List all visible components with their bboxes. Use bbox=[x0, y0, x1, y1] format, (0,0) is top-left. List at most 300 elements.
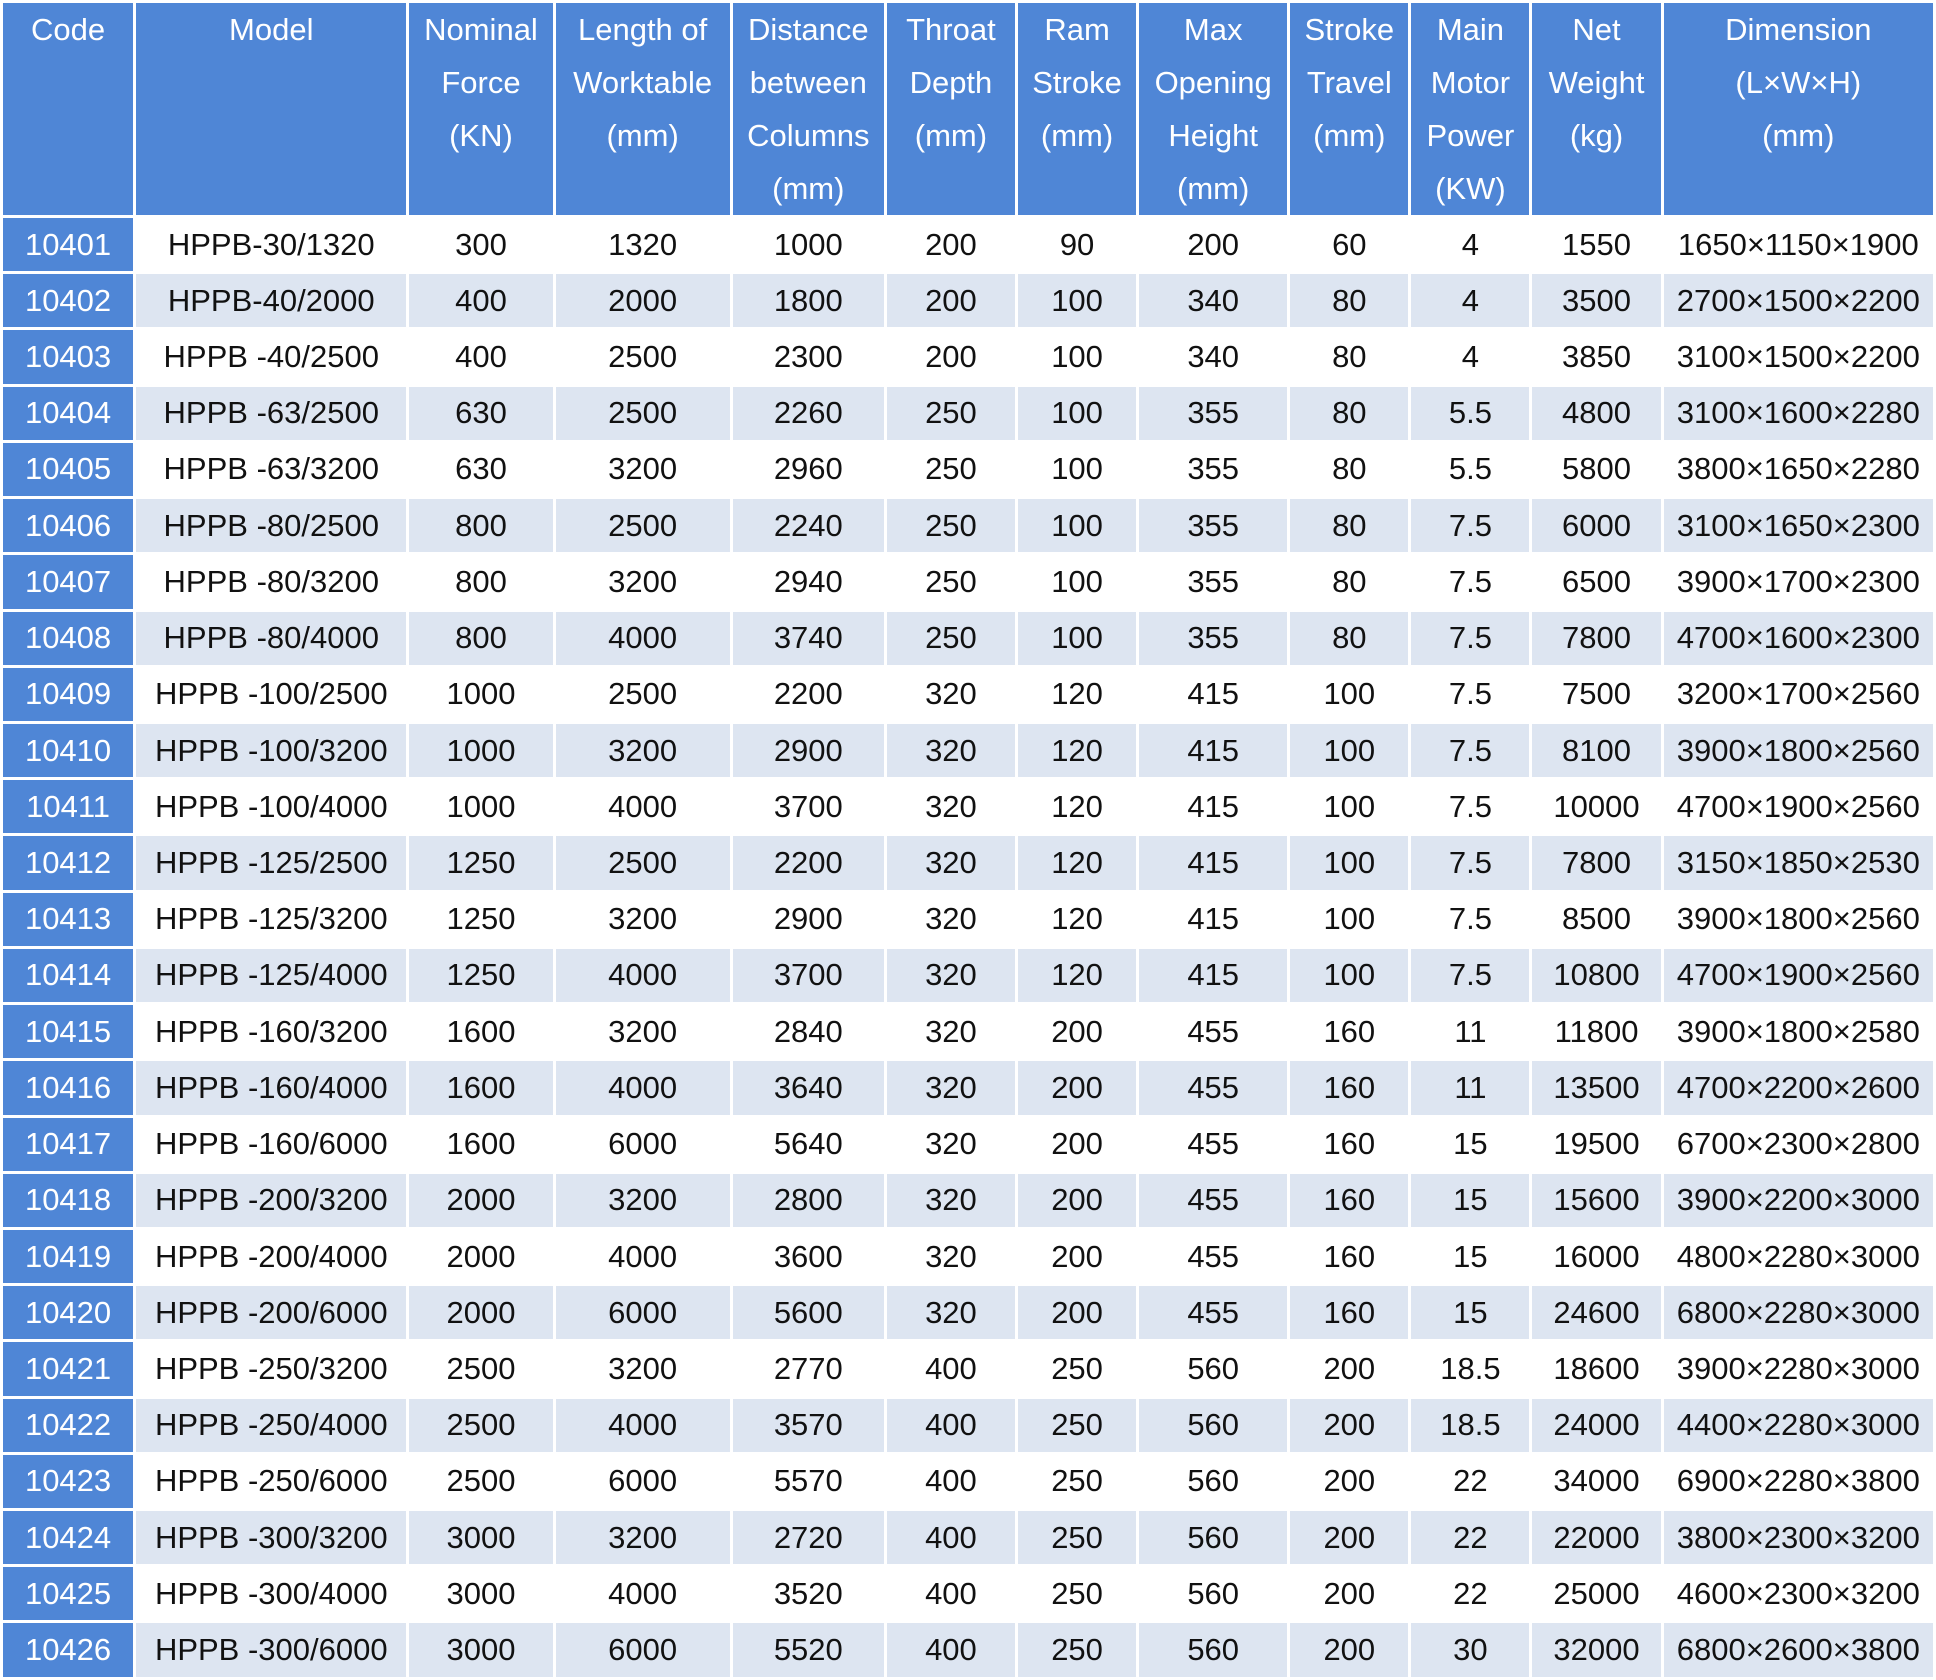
cell-model: HPPB -125/4000 bbox=[136, 949, 406, 1002]
cell-worktable-length: 3200 bbox=[556, 1174, 730, 1227]
cell-nominal-force: 2000 bbox=[409, 1286, 552, 1339]
cell-throat-depth: 320 bbox=[887, 893, 1015, 946]
table-row bbox=[3, 1005, 1933, 1058]
cell-code: 10402 bbox=[3, 274, 133, 327]
cell-model: HPPB -40/2500 bbox=[136, 330, 406, 383]
cell-dimension: 6900×2280×3800 bbox=[1664, 1455, 1933, 1508]
cell-stroke-travel: 200 bbox=[1290, 1623, 1408, 1677]
table-row bbox=[3, 1230, 1933, 1283]
cell-model: HPPB -63/3200 bbox=[136, 443, 406, 496]
cell-dimension: 6700×2300×2800 bbox=[1664, 1118, 1933, 1171]
table-row bbox=[3, 1455, 1933, 1508]
cell-column-distance: 2200 bbox=[733, 668, 884, 721]
header-column-distance bbox=[733, 3, 884, 215]
table-row bbox=[3, 218, 1933, 271]
cell-throat-depth: 200 bbox=[887, 330, 1015, 383]
cell-ram-stroke: 250 bbox=[1018, 1567, 1136, 1620]
cell-code: 10407 bbox=[3, 555, 133, 608]
cell-code: 10422 bbox=[3, 1399, 133, 1452]
cell-worktable-length: 4000 bbox=[556, 1230, 730, 1283]
table-row bbox=[3, 1061, 1933, 1114]
cell-column-distance: 1800 bbox=[733, 274, 884, 327]
cell-column-distance: 3740 bbox=[733, 612, 884, 665]
header-nominal-force-line: Force bbox=[441, 65, 521, 100]
cell-net-weight: 3850 bbox=[1532, 330, 1660, 383]
cell-ram-stroke: 100 bbox=[1018, 612, 1136, 665]
cell-stroke-travel: 100 bbox=[1290, 893, 1408, 946]
cell-nominal-force: 2500 bbox=[409, 1399, 552, 1452]
cell-net-weight: 7500 bbox=[1532, 668, 1660, 721]
cell-main-motor-power: 4 bbox=[1411, 274, 1529, 327]
cell-ram-stroke: 250 bbox=[1018, 1399, 1136, 1452]
cell-throat-depth: 400 bbox=[887, 1455, 1015, 1508]
cell-column-distance: 3520 bbox=[733, 1567, 884, 1620]
cell-main-motor-power: 11 bbox=[1411, 1005, 1529, 1058]
cell-net-weight: 18600 bbox=[1532, 1342, 1660, 1395]
cell-model: HPPB -300/6000 bbox=[136, 1623, 406, 1677]
cell-throat-depth: 320 bbox=[887, 836, 1015, 889]
cell-column-distance: 2900 bbox=[733, 724, 884, 777]
header-column-distance-line: (mm) bbox=[772, 171, 845, 206]
cell-stroke-travel: 100 bbox=[1290, 949, 1408, 1002]
header-stroke-travel-line: (mm) bbox=[1313, 118, 1386, 153]
cell-max-opening-height: 455 bbox=[1139, 1230, 1287, 1283]
cell-net-weight: 3500 bbox=[1532, 274, 1660, 327]
cell-code: 10416 bbox=[3, 1061, 133, 1114]
cell-code: 10411 bbox=[3, 780, 133, 833]
header-worktable-length-line: Worktable bbox=[573, 65, 713, 100]
cell-max-opening-height: 200 bbox=[1139, 218, 1287, 271]
cell-net-weight: 34000 bbox=[1532, 1455, 1660, 1508]
table-row bbox=[3, 387, 1933, 440]
cell-throat-depth: 320 bbox=[887, 668, 1015, 721]
cell-worktable-length: 2500 bbox=[556, 668, 730, 721]
cell-throat-depth: 200 bbox=[887, 218, 1015, 271]
cell-worktable-length: 3200 bbox=[556, 1342, 730, 1395]
cell-stroke-travel: 80 bbox=[1290, 555, 1408, 608]
cell-nominal-force: 3000 bbox=[409, 1567, 552, 1620]
table-row bbox=[3, 1623, 1933, 1677]
cell-model: HPPB -300/3200 bbox=[136, 1511, 406, 1564]
cell-max-opening-height: 355 bbox=[1139, 499, 1287, 552]
cell-model: HPPB -160/6000 bbox=[136, 1118, 406, 1171]
cell-main-motor-power: 18.5 bbox=[1411, 1342, 1529, 1395]
cell-code: 10405 bbox=[3, 443, 133, 496]
table-row bbox=[3, 836, 1933, 889]
cell-main-motor-power: 7.5 bbox=[1411, 949, 1529, 1002]
cell-worktable-length: 3200 bbox=[556, 724, 730, 777]
cell-model: HPPB -250/4000 bbox=[136, 1399, 406, 1452]
cell-model: HPPB-30/1320 bbox=[136, 218, 406, 271]
cell-code: 10410 bbox=[3, 724, 133, 777]
cell-model: HPPB -125/3200 bbox=[136, 893, 406, 946]
cell-dimension: 3100×1500×2200 bbox=[1664, 330, 1933, 383]
cell-stroke-travel: 80 bbox=[1290, 330, 1408, 383]
cell-max-opening-height: 355 bbox=[1139, 555, 1287, 608]
cell-max-opening-height: 455 bbox=[1139, 1174, 1287, 1227]
cell-max-opening-height: 355 bbox=[1139, 443, 1287, 496]
cell-stroke-travel: 200 bbox=[1290, 1399, 1408, 1452]
cell-net-weight: 32000 bbox=[1532, 1623, 1660, 1677]
cell-stroke-travel: 80 bbox=[1290, 274, 1408, 327]
cell-nominal-force: 300 bbox=[409, 218, 552, 271]
cell-main-motor-power: 7.5 bbox=[1411, 724, 1529, 777]
cell-stroke-travel: 160 bbox=[1290, 1174, 1408, 1227]
cell-ram-stroke: 250 bbox=[1018, 1623, 1136, 1677]
table-row bbox=[3, 1567, 1933, 1620]
cell-main-motor-power: 15 bbox=[1411, 1286, 1529, 1339]
header-main-motor-power bbox=[1411, 3, 1529, 215]
cell-code: 10406 bbox=[3, 499, 133, 552]
cell-max-opening-height: 355 bbox=[1139, 387, 1287, 440]
cell-main-motor-power: 7.5 bbox=[1411, 499, 1529, 552]
cell-nominal-force: 1250 bbox=[409, 893, 552, 946]
cell-main-motor-power: 7.5 bbox=[1411, 668, 1529, 721]
cell-net-weight: 15600 bbox=[1532, 1174, 1660, 1227]
cell-max-opening-height: 340 bbox=[1139, 330, 1287, 383]
cell-worktable-length: 4000 bbox=[556, 780, 730, 833]
cell-net-weight: 11800 bbox=[1532, 1005, 1660, 1058]
cell-dimension: 4700×1600×2300 bbox=[1664, 612, 1933, 665]
cell-worktable-length: 3200 bbox=[556, 1511, 730, 1564]
header-nominal-force bbox=[409, 3, 552, 215]
cell-throat-depth: 250 bbox=[887, 555, 1015, 608]
header-nominal-force-line: (KN) bbox=[449, 118, 513, 153]
cell-worktable-length: 2500 bbox=[556, 836, 730, 889]
cell-main-motor-power: 5.5 bbox=[1411, 443, 1529, 496]
cell-throat-depth: 200 bbox=[887, 274, 1015, 327]
cell-worktable-length: 4000 bbox=[556, 949, 730, 1002]
header-dimension bbox=[1664, 3, 1933, 215]
cell-worktable-length: 6000 bbox=[556, 1286, 730, 1339]
table-row bbox=[3, 724, 1933, 777]
cell-worktable-length: 2500 bbox=[556, 387, 730, 440]
cell-stroke-travel: 60 bbox=[1290, 218, 1408, 271]
cell-main-motor-power: 7.5 bbox=[1411, 555, 1529, 608]
cell-dimension: 4600×2300×3200 bbox=[1664, 1567, 1933, 1620]
cell-stroke-travel: 200 bbox=[1290, 1342, 1408, 1395]
cell-throat-depth: 320 bbox=[887, 1230, 1015, 1283]
cell-stroke-travel: 160 bbox=[1290, 1286, 1408, 1339]
header-main-motor-power-line: Power bbox=[1426, 118, 1515, 153]
header-ram-stroke-line: Ram bbox=[1044, 12, 1110, 47]
cell-code: 10423 bbox=[3, 1455, 133, 1508]
cell-ram-stroke: 200 bbox=[1018, 1118, 1136, 1171]
cell-model: HPPB -160/4000 bbox=[136, 1061, 406, 1114]
cell-nominal-force: 630 bbox=[409, 387, 552, 440]
cell-net-weight: 24000 bbox=[1532, 1399, 1660, 1452]
table-row bbox=[3, 1118, 1933, 1171]
table-row bbox=[3, 668, 1933, 721]
cell-stroke-travel: 160 bbox=[1290, 1061, 1408, 1114]
cell-worktable-length: 6000 bbox=[556, 1623, 730, 1677]
cell-nominal-force: 2000 bbox=[409, 1230, 552, 1283]
cell-dimension: 1650×1150×1900 bbox=[1664, 218, 1933, 271]
cell-nominal-force: 1000 bbox=[409, 780, 552, 833]
cell-max-opening-height: 415 bbox=[1139, 836, 1287, 889]
cell-stroke-travel: 160 bbox=[1290, 1118, 1408, 1171]
cell-nominal-force: 1250 bbox=[409, 949, 552, 1002]
cell-max-opening-height: 415 bbox=[1139, 893, 1287, 946]
cell-model: HPPB-40/2000 bbox=[136, 274, 406, 327]
header-net-weight bbox=[1532, 3, 1660, 215]
table-row bbox=[3, 612, 1933, 665]
cell-max-opening-height: 355 bbox=[1139, 612, 1287, 665]
cell-model: HPPB -100/2500 bbox=[136, 668, 406, 721]
header-dimension-line: Dimension bbox=[1725, 12, 1872, 47]
cell-throat-depth: 250 bbox=[887, 387, 1015, 440]
cell-ram-stroke: 120 bbox=[1018, 893, 1136, 946]
cell-ram-stroke: 250 bbox=[1018, 1455, 1136, 1508]
cell-main-motor-power: 7.5 bbox=[1411, 780, 1529, 833]
cell-dimension: 3900×1700×2300 bbox=[1664, 555, 1933, 608]
cell-net-weight: 16000 bbox=[1532, 1230, 1660, 1283]
cell-ram-stroke: 120 bbox=[1018, 724, 1136, 777]
cell-nominal-force: 1000 bbox=[409, 724, 552, 777]
header-worktable-length-line: (mm) bbox=[606, 118, 679, 153]
cell-column-distance: 3700 bbox=[733, 780, 884, 833]
cell-nominal-force: 3000 bbox=[409, 1623, 552, 1677]
cell-nominal-force: 400 bbox=[409, 274, 552, 327]
header-throat-depth-line: Throat bbox=[906, 12, 996, 47]
cell-dimension: 3900×1800×2580 bbox=[1664, 1005, 1933, 1058]
table-row bbox=[3, 1286, 1933, 1339]
cell-stroke-travel: 200 bbox=[1290, 1455, 1408, 1508]
cell-stroke-travel: 100 bbox=[1290, 780, 1408, 833]
cell-main-motor-power: 11 bbox=[1411, 1061, 1529, 1114]
cell-max-opening-height: 560 bbox=[1139, 1455, 1287, 1508]
header-stroke-travel-line: Stroke bbox=[1304, 12, 1395, 47]
cell-throat-depth: 320 bbox=[887, 1061, 1015, 1114]
cell-max-opening-height: 560 bbox=[1139, 1567, 1287, 1620]
cell-main-motor-power: 22 bbox=[1411, 1567, 1529, 1620]
cell-max-opening-height: 560 bbox=[1139, 1399, 1287, 1452]
cell-net-weight: 22000 bbox=[1532, 1511, 1660, 1564]
header-main-motor-power-line: Main bbox=[1436, 12, 1505, 47]
cell-model: HPPB -100/3200 bbox=[136, 724, 406, 777]
header-max-opening-height-line: Max bbox=[1183, 12, 1243, 47]
header-column-distance-line: between bbox=[749, 65, 867, 100]
cell-model: HPPB -125/2500 bbox=[136, 836, 406, 889]
cell-throat-depth: 320 bbox=[887, 724, 1015, 777]
cell-main-motor-power: 15 bbox=[1411, 1118, 1529, 1171]
header-ram-stroke bbox=[1018, 3, 1136, 215]
cell-dimension: 3100×1600×2280 bbox=[1664, 387, 1933, 440]
cell-column-distance: 3570 bbox=[733, 1399, 884, 1452]
cell-ram-stroke: 100 bbox=[1018, 555, 1136, 608]
cell-model: HPPB -80/4000 bbox=[136, 612, 406, 665]
cell-worktable-length: 6000 bbox=[556, 1118, 730, 1171]
cell-code: 10403 bbox=[3, 330, 133, 383]
cell-net-weight: 24600 bbox=[1532, 1286, 1660, 1339]
cell-stroke-travel: 100 bbox=[1290, 836, 1408, 889]
cell-main-motor-power: 22 bbox=[1411, 1511, 1529, 1564]
cell-dimension: 4700×1900×2560 bbox=[1664, 780, 1933, 833]
header-net-weight-line: Net bbox=[1572, 12, 1621, 47]
header-code-line: Code bbox=[31, 12, 106, 47]
table-row bbox=[3, 1511, 1933, 1564]
cell-nominal-force: 800 bbox=[409, 612, 552, 665]
header-model bbox=[136, 3, 406, 215]
cell-ram-stroke: 250 bbox=[1018, 1511, 1136, 1564]
table-row bbox=[3, 330, 1933, 383]
cell-stroke-travel: 80 bbox=[1290, 612, 1408, 665]
cell-net-weight: 1550 bbox=[1532, 218, 1660, 271]
cell-dimension: 3200×1700×2560 bbox=[1664, 668, 1933, 721]
cell-max-opening-height: 415 bbox=[1139, 780, 1287, 833]
cell-max-opening-height: 455 bbox=[1139, 1286, 1287, 1339]
cell-stroke-travel: 160 bbox=[1290, 1005, 1408, 1058]
header-column-distance-line: Columns bbox=[747, 118, 870, 153]
cell-nominal-force: 1250 bbox=[409, 836, 552, 889]
header-worktable-length bbox=[556, 3, 730, 215]
header-worktable-length-line: Length of bbox=[577, 12, 708, 47]
cell-nominal-force: 1000 bbox=[409, 668, 552, 721]
cell-worktable-length: 1320 bbox=[556, 218, 730, 271]
cell-column-distance: 2960 bbox=[733, 443, 884, 496]
cell-column-distance: 2200 bbox=[733, 836, 884, 889]
cell-dimension: 3900×1800×2560 bbox=[1664, 893, 1933, 946]
cell-throat-depth: 320 bbox=[887, 780, 1015, 833]
cell-code: 10415 bbox=[3, 1005, 133, 1058]
table-row bbox=[3, 1399, 1933, 1452]
cell-main-motor-power: 5.5 bbox=[1411, 387, 1529, 440]
cell-code: 10401 bbox=[3, 218, 133, 271]
table-body bbox=[3, 218, 1933, 1677]
cell-column-distance: 2900 bbox=[733, 893, 884, 946]
cell-stroke-travel: 80 bbox=[1290, 499, 1408, 552]
cell-throat-depth: 320 bbox=[887, 1118, 1015, 1171]
cell-main-motor-power: 4 bbox=[1411, 218, 1529, 271]
cell-ram-stroke: 100 bbox=[1018, 499, 1136, 552]
header-model-line: Model bbox=[229, 12, 314, 47]
cell-worktable-length: 3200 bbox=[556, 893, 730, 946]
cell-main-motor-power: 15 bbox=[1411, 1174, 1529, 1227]
cell-nominal-force: 400 bbox=[409, 330, 552, 383]
cell-worktable-length: 2500 bbox=[556, 499, 730, 552]
header-net-weight-line: (kg) bbox=[1569, 118, 1624, 153]
table-row bbox=[3, 499, 1933, 552]
cell-throat-depth: 320 bbox=[887, 1286, 1015, 1339]
cell-model: HPPB -63/2500 bbox=[136, 387, 406, 440]
cell-model: HPPB -80/3200 bbox=[136, 555, 406, 608]
cell-model: HPPB -200/4000 bbox=[136, 1230, 406, 1283]
cell-nominal-force: 2000 bbox=[409, 1174, 552, 1227]
table-row bbox=[3, 274, 1933, 327]
cell-net-weight: 5800 bbox=[1532, 443, 1660, 496]
cell-code: 10417 bbox=[3, 1118, 133, 1171]
cell-nominal-force: 2500 bbox=[409, 1342, 552, 1395]
cell-stroke-travel: 100 bbox=[1290, 724, 1408, 777]
cell-max-opening-height: 455 bbox=[1139, 1005, 1287, 1058]
cell-column-distance: 2720 bbox=[733, 1511, 884, 1564]
cell-column-distance: 1000 bbox=[733, 218, 884, 271]
header-nominal-force-line: Nominal bbox=[424, 12, 538, 47]
cell-worktable-length: 2500 bbox=[556, 330, 730, 383]
cell-max-opening-height: 560 bbox=[1139, 1623, 1287, 1677]
cell-nominal-force: 2500 bbox=[409, 1455, 552, 1508]
cell-ram-stroke: 100 bbox=[1018, 443, 1136, 496]
cell-nominal-force: 800 bbox=[409, 555, 552, 608]
cell-stroke-travel: 80 bbox=[1290, 387, 1408, 440]
cell-net-weight: 7800 bbox=[1532, 836, 1660, 889]
cell-dimension: 6800×2600×3800 bbox=[1664, 1623, 1933, 1677]
cell-model: HPPB -80/2500 bbox=[136, 499, 406, 552]
cell-ram-stroke: 250 bbox=[1018, 1342, 1136, 1395]
cell-code: 10404 bbox=[3, 387, 133, 440]
cell-dimension: 4700×2200×2600 bbox=[1664, 1061, 1933, 1114]
cell-nominal-force: 3000 bbox=[409, 1511, 552, 1564]
cell-dimension: 6800×2280×3000 bbox=[1664, 1286, 1933, 1339]
cell-ram-stroke: 100 bbox=[1018, 387, 1136, 440]
cell-ram-stroke: 200 bbox=[1018, 1005, 1136, 1058]
cell-dimension: 4400×2280×3000 bbox=[1664, 1399, 1933, 1452]
cell-worktable-length: 3200 bbox=[556, 555, 730, 608]
header-throat-depth-line: Depth bbox=[909, 65, 993, 100]
cell-model: HPPB -300/4000 bbox=[136, 1567, 406, 1620]
cell-max-opening-height: 415 bbox=[1139, 724, 1287, 777]
cell-main-motor-power: 22 bbox=[1411, 1455, 1529, 1508]
cell-main-motor-power: 7.5 bbox=[1411, 612, 1529, 665]
header-max-opening-height-line: Height bbox=[1168, 118, 1258, 153]
cell-column-distance: 5640 bbox=[733, 1118, 884, 1171]
cell-ram-stroke: 120 bbox=[1018, 780, 1136, 833]
cell-nominal-force: 1600 bbox=[409, 1005, 552, 1058]
cell-model: HPPB -100/4000 bbox=[136, 780, 406, 833]
cell-ram-stroke: 100 bbox=[1018, 330, 1136, 383]
header-stroke-travel-line: Travel bbox=[1306, 65, 1392, 100]
cell-stroke-travel: 200 bbox=[1290, 1511, 1408, 1564]
cell-code: 10419 bbox=[3, 1230, 133, 1283]
cell-max-opening-height: 415 bbox=[1139, 668, 1287, 721]
cell-model: HPPB -200/3200 bbox=[136, 1174, 406, 1227]
cell-net-weight: 4800 bbox=[1532, 387, 1660, 440]
cell-code: 10424 bbox=[3, 1511, 133, 1564]
table-row bbox=[3, 780, 1933, 833]
cell-code: 10413 bbox=[3, 893, 133, 946]
cell-throat-depth: 320 bbox=[887, 949, 1015, 1002]
cell-main-motor-power: 15 bbox=[1411, 1230, 1529, 1283]
table-row bbox=[3, 949, 1933, 1002]
cell-worktable-length: 3200 bbox=[556, 1005, 730, 1058]
cell-throat-depth: 250 bbox=[887, 443, 1015, 496]
cell-worktable-length: 4000 bbox=[556, 1399, 730, 1452]
cell-model: HPPB -250/3200 bbox=[136, 1342, 406, 1395]
header-net-weight-line: Weight bbox=[1548, 65, 1645, 100]
cell-column-distance: 2770 bbox=[733, 1342, 884, 1395]
cell-column-distance: 2240 bbox=[733, 499, 884, 552]
header-main-motor-power-line: Motor bbox=[1430, 65, 1511, 100]
cell-dimension: 3800×2300×3200 bbox=[1664, 1511, 1933, 1564]
cell-code: 10425 bbox=[3, 1567, 133, 1620]
cell-ram-stroke: 100 bbox=[1018, 274, 1136, 327]
cell-column-distance: 2800 bbox=[733, 1174, 884, 1227]
cell-code: 10426 bbox=[3, 1623, 133, 1677]
cell-stroke-travel: 160 bbox=[1290, 1230, 1408, 1283]
cell-nominal-force: 800 bbox=[409, 499, 552, 552]
cell-throat-depth: 250 bbox=[887, 499, 1015, 552]
cell-column-distance: 5570 bbox=[733, 1455, 884, 1508]
header-max-opening-height bbox=[1139, 3, 1287, 215]
cell-main-motor-power: 7.5 bbox=[1411, 836, 1529, 889]
header-ram-stroke-line: Stroke bbox=[1032, 65, 1122, 100]
cell-worktable-length: 6000 bbox=[556, 1455, 730, 1508]
header-main-motor-power-line: (KW) bbox=[1435, 171, 1506, 206]
cell-main-motor-power: 4 bbox=[1411, 330, 1529, 383]
cell-ram-stroke: 90 bbox=[1018, 218, 1136, 271]
cell-model: HPPB -200/6000 bbox=[136, 1286, 406, 1339]
cell-column-distance: 3640 bbox=[733, 1061, 884, 1114]
